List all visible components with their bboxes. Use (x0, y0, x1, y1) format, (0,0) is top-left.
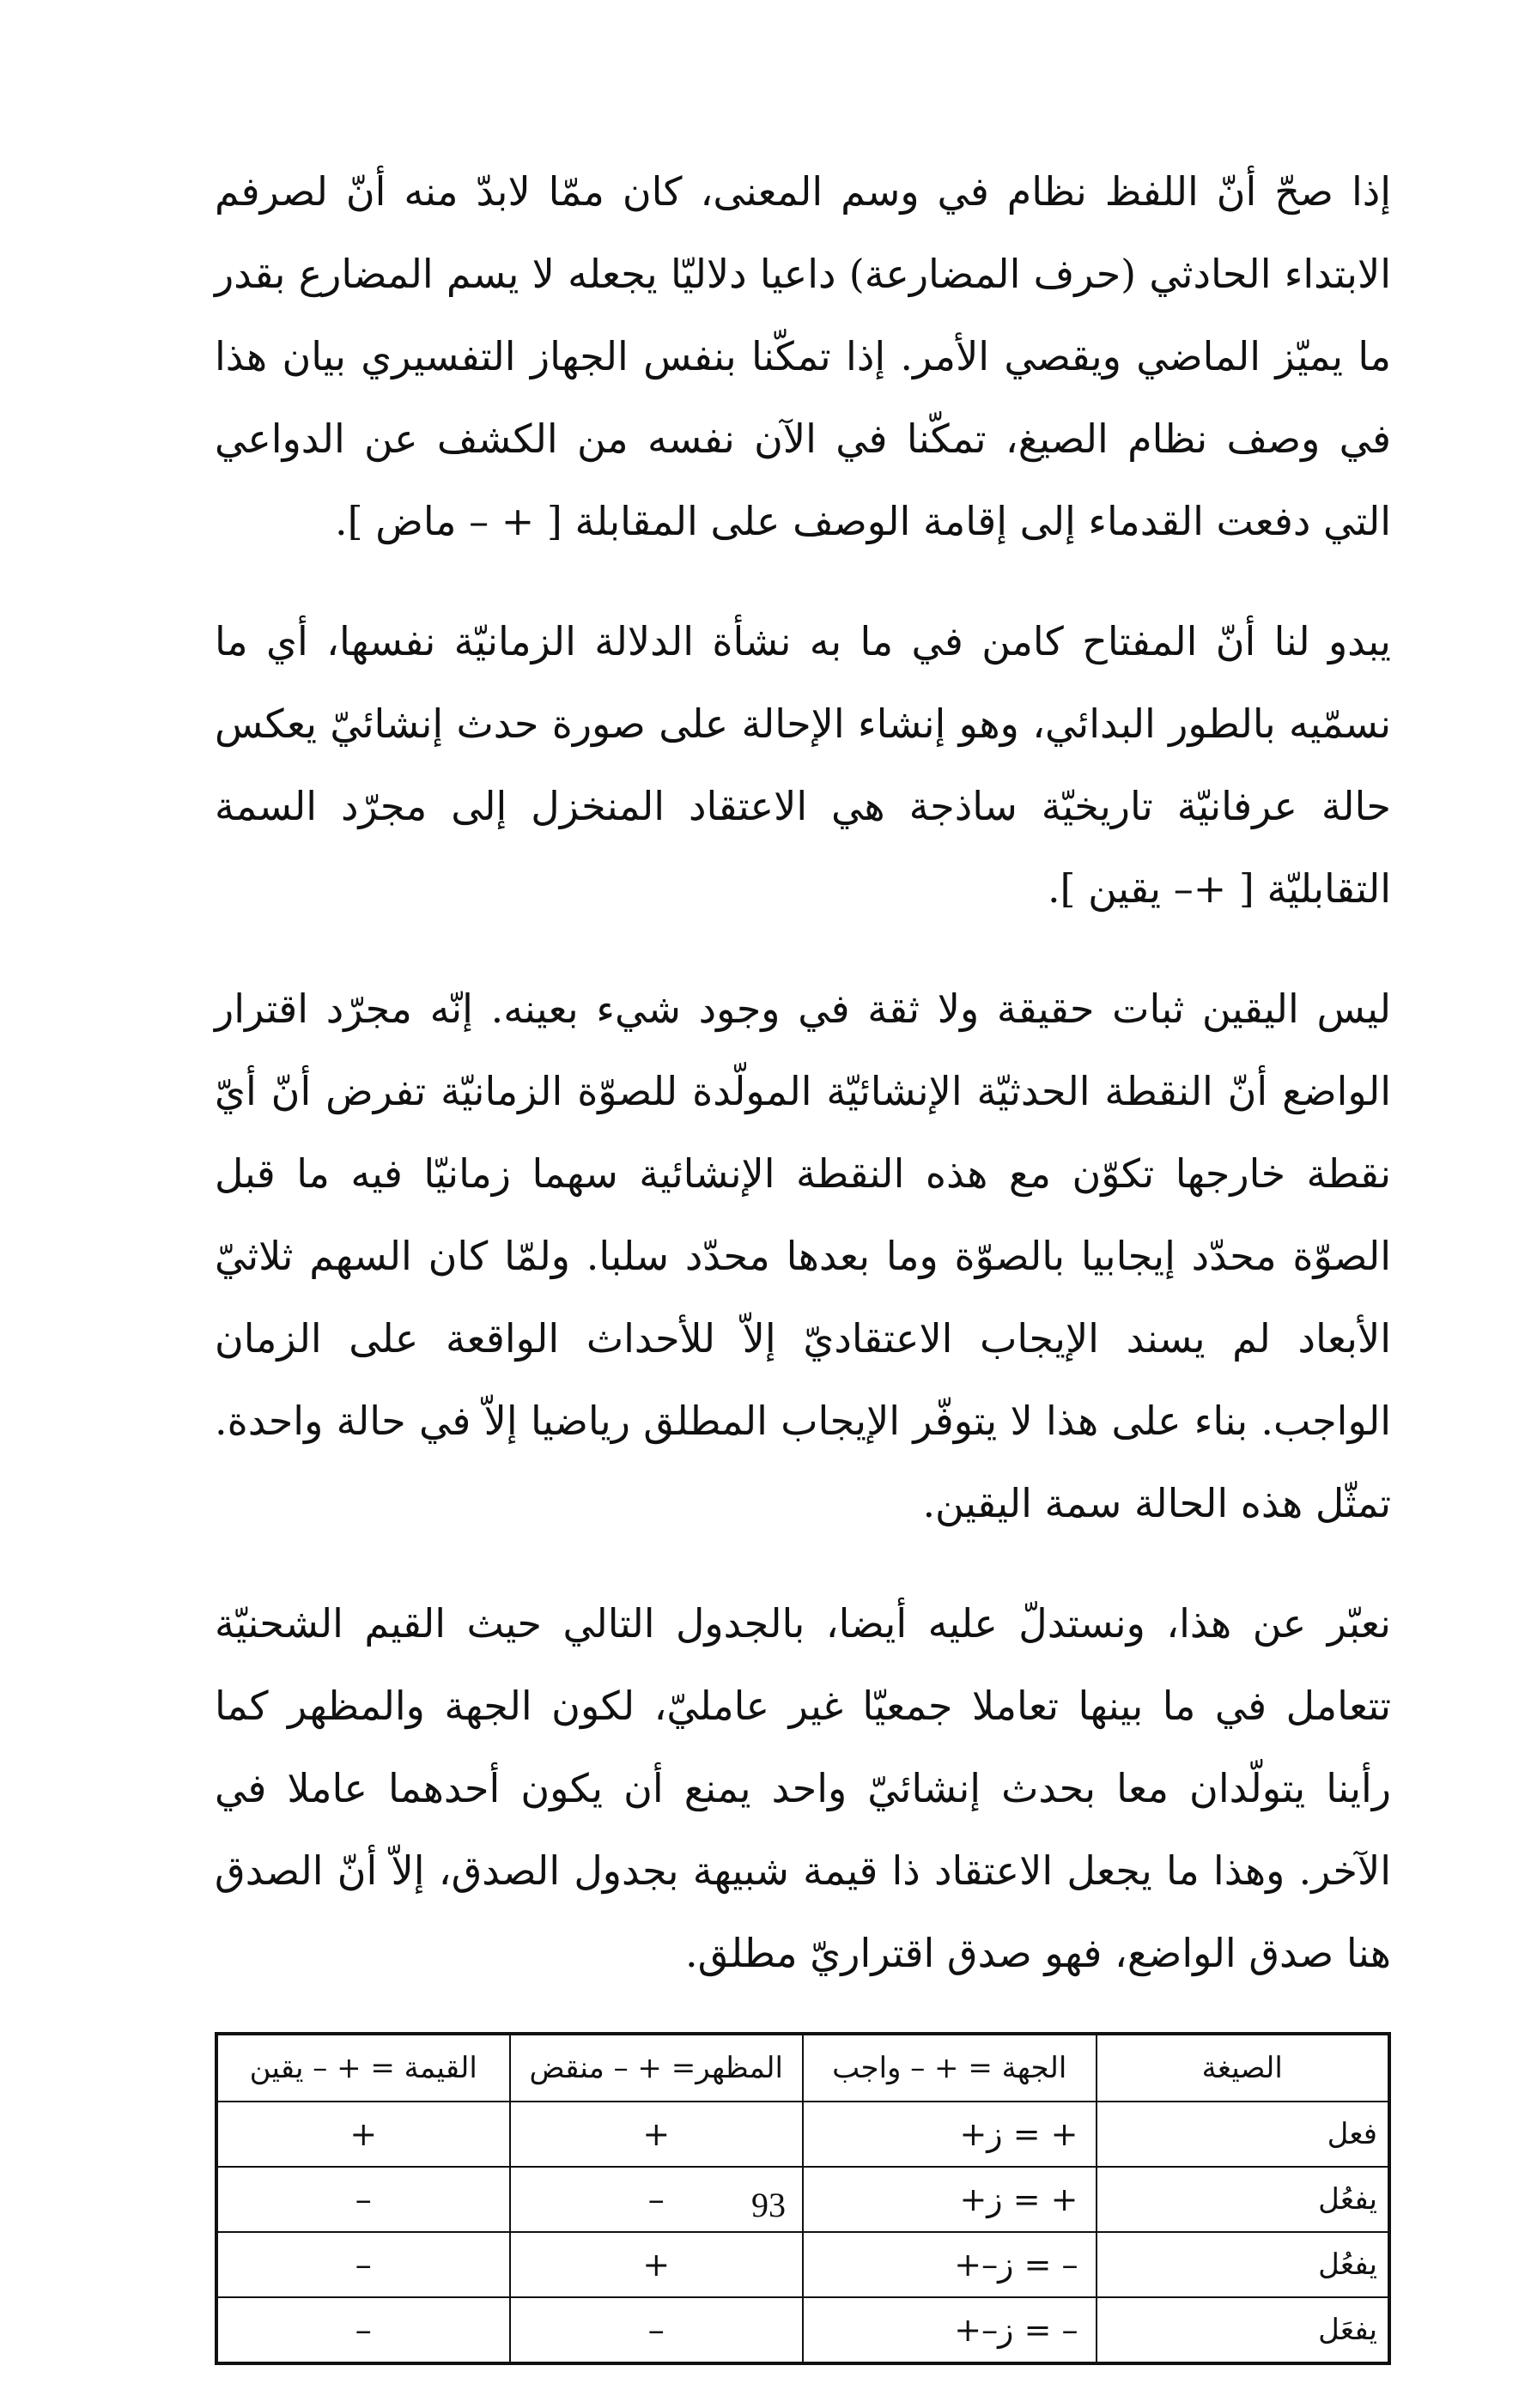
cell-mazhar: – (510, 2297, 804, 2363)
cell-qima: – (216, 2297, 510, 2363)
page-number: 93 (751, 2186, 786, 2224)
paragraph-3: ليس اليقين ثبات حقيقة ولا ثقة في وجود شيء بعينه. إنّه مجرّد اقترار الواضع أنّ النقطة الحدثيّة الإنشائيّة المولّدة للصوّة الزمانيّة تفرض أنّ أيّ نقطة خارجها تكوّن مع هذه النقطة الإنشائية سهما زمانيّا فيه ما قبل الصوّة محدّد إيجابيا بالصوّة وما بعدها محدّد سلبا. ولمّا كان السهم ثلاثيّ الأبعاد لم يسند الإيجاب الاعتقاديّ إلاّ للأحداث الواقعة على الزمان الواجب. بناء على هذا لا يتوفّر الإيجاب المطلق رياضيا إلاّ في حالة واحدة. تمثّل هذه الحالة سمة اليقين. (215, 986, 1391, 1526)
cell-qima: + (216, 2102, 510, 2167)
cell-jiha: +ز = + (803, 2102, 1097, 2167)
cell-form: فعل (1097, 2102, 1390, 2167)
cell-qima: – (216, 2232, 510, 2297)
cell-jiha: +ز = + (803, 2167, 1097, 2232)
cell-mazhar: – (510, 2167, 804, 2232)
paragraph-2: يبدو لنا أنّ المفتاح كامن في ما به نشأة الدلالة الزمانيّة نفسها، أي ما نسمّيه بالطور البدائي، وهو إنشاء الإحالة على صورة حدث إنشائيّ يعكس حالة عرفانيّة تاريخيّة ساذجة هي الاعتقاد المنخزل إلى مجرّد السمة التقابليّة [ +– يقين ]. (215, 618, 1391, 912)
table-row (216, 2232, 1389, 2297)
cell-mazhar: + (510, 2232, 804, 2297)
cell-jiha: +–ز = – (803, 2297, 1097, 2363)
cell-mazhar: + (510, 2102, 804, 2167)
cell-jiha: +–ز = – (803, 2232, 1097, 2297)
header-form: الصيغة (1097, 2034, 1390, 2102)
header-jiha: الجهة = + – واجب (803, 2034, 1097, 2102)
cell-qima: – (216, 2167, 510, 2232)
table-row (216, 2297, 1389, 2363)
cell-form: يفعَل (1097, 2297, 1390, 2363)
header-mazhar: المظهر= + – منقض (510, 2034, 804, 2102)
table-header-row (216, 2034, 1389, 2102)
paragraph-4: نعبّر عن هذا، ونستدلّ عليه أيضا، بالجدول التالي حيث القيم الشحنيّة تتعامل في ما بينها تعاملا جمعيّا غير عامليّ، لكون الجهة والمظهر كما رأينا يتولّدان معا بحدث إنشائيّ واحد يمنع أن يكون أحدهما عاملا في الآخر. وهذا ما يجعل الاعتقاد ذا قيمة شبيهة بجدول الصدق، إلاّ أنّ الصدق هنا صدق الواضع، فهو صدق اقتراريّ مطلق. (215, 1600, 1391, 1976)
cell-form: يفعُل (1097, 2232, 1390, 2297)
table-row (216, 2102, 1389, 2167)
paragraph-1: إذا صحّ أنّ اللفظ نظام في وسم المعنى، كان ممّا لابدّ منه أنّ لصرفم الابتداء الحادثي (حرف المضارعة) داعيا دلاليّا يجعله لا يسم المضارع بقدر ما يميّز الماضي ويقصي الأمر. إذا تمكّنا بنفس الجهاز التفسيري بيان هذا في وصف نظام الصيغ، تمكّنا في الآن نفسه من الكشف عن الدواعي التي دفعت القدماء إلى إقامة الوصف على المقابلة [ + – ماض ]. (215, 168, 1391, 544)
page-body (215, 150, 1391, 2365)
header-qima: القيمة = + – يقين (216, 2034, 510, 2102)
cell-form: يفعُل (1097, 2167, 1390, 2232)
